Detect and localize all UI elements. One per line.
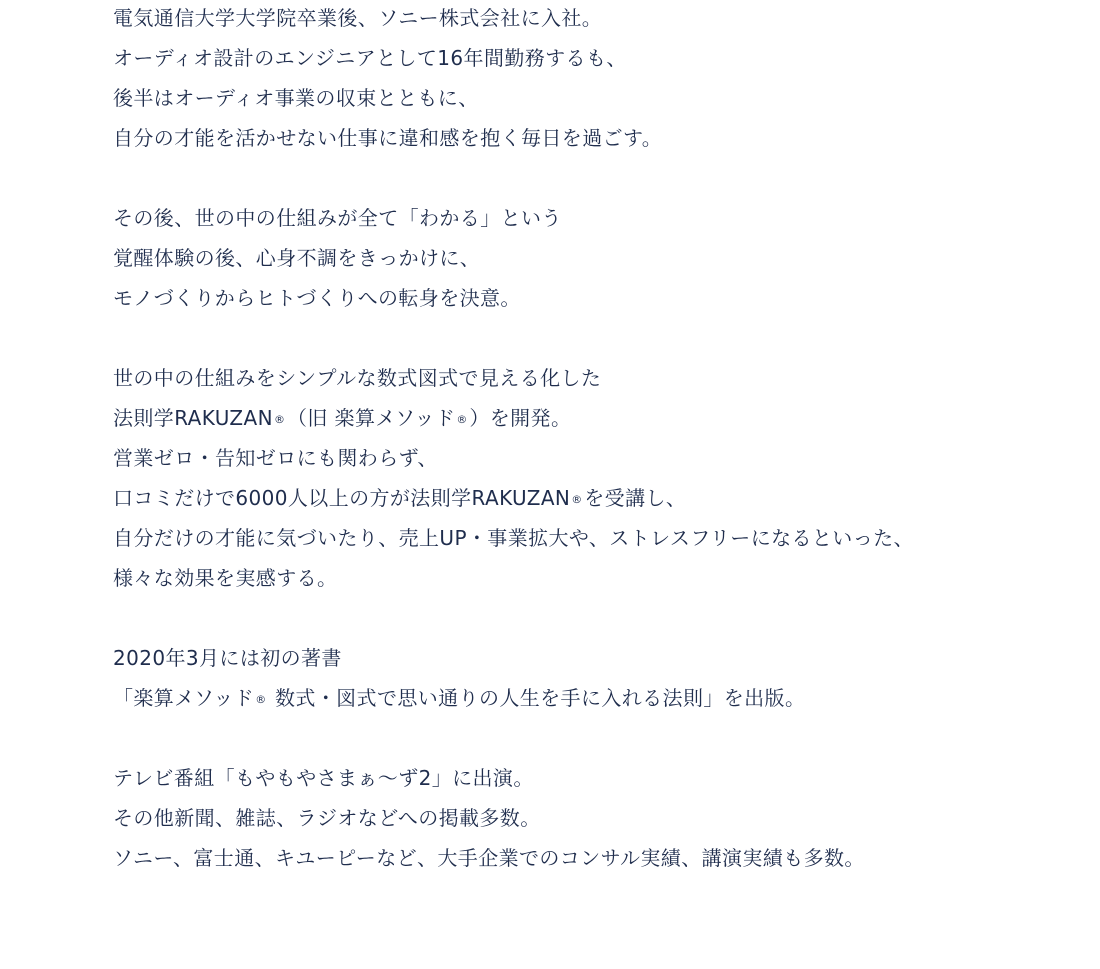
- text-line: テレビ番組「もやもやさまぁ～ず2」に出演。: [113, 766, 534, 790]
- registered-mark: ®: [273, 413, 285, 426]
- paragraph-spacer: [113, 318, 1073, 358]
- text-segment: ）を開発。: [469, 406, 572, 430]
- text-segment: （旧 楽算メソッド: [286, 406, 456, 430]
- text-line: 覚醒体験の後、心身不調をきっかけに、: [113, 246, 481, 270]
- paragraph-spacer: [113, 598, 1073, 638]
- text-line: 自分だけの才能に気づいたり、売上UP・事業拡大や、ストレスフリーになるといった、: [113, 526, 914, 550]
- registered-mark: ®: [255, 693, 267, 706]
- text-line: モノづくりからヒトづくりへの転身を決意。: [113, 286, 521, 310]
- registered-mark: ®: [456, 413, 468, 426]
- registered-mark: ®: [571, 493, 583, 506]
- media-paragraph: [113, 758, 1073, 878]
- text-line: 世の中の仕組みをシンプルな数式図式で見える化した: [113, 366, 602, 390]
- text-line: 2020年3月には初の著書: [113, 646, 342, 670]
- text-line: [113, 678, 1073, 718]
- profile-text: [113, 0, 1073, 878]
- awakening-paragraph: [113, 198, 1073, 318]
- career-paragraph: [113, 0, 1073, 158]
- text-segment: 数式・図式で思い通りの人生を手に入れる法則」を出版。: [268, 686, 806, 710]
- method-paragraph: [113, 358, 1073, 598]
- text-segment: 「楽算メソッド: [113, 686, 255, 710]
- text-segment: を受講し、: [584, 486, 687, 510]
- paragraph-spacer: [113, 158, 1073, 198]
- text-line: ソニー、富士通、キユーピーなど、大手企業でのコンサル実績、講演実績も多数。: [113, 846, 865, 870]
- text-line: [113, 478, 1073, 518]
- text-line: その後、世の中の仕組みが全て「わかる」という: [113, 206, 562, 230]
- text-line: 自分の才能を活かせない仕事に違和感を抱く毎日を過ごす。: [113, 126, 663, 150]
- text-line: 営業ゼロ・告知ゼロにも関わらず、: [113, 446, 438, 470]
- text-segment: 口コミだけで6000人以上の方が法則学RAKUZAN: [113, 486, 571, 510]
- text-segment: 法則学RAKUZAN: [113, 406, 273, 430]
- text-line: 様々な効果を実感する。: [113, 566, 338, 590]
- text-line: その他新聞、雑誌、ラジオなどへの掲載多数。: [113, 806, 541, 830]
- text-line: [113, 398, 1073, 438]
- text-line: 電気通信大学大学院卒業後、ソニー株式会社に入社。: [113, 6, 603, 30]
- text-line: オーディオ設計のエンジニアとして16年間勤務するも、: [113, 46, 627, 70]
- book-paragraph: [113, 638, 1073, 718]
- paragraph-spacer: [113, 718, 1073, 758]
- text-line: 後半はオーディオ事業の収束とともに、: [113, 86, 479, 110]
